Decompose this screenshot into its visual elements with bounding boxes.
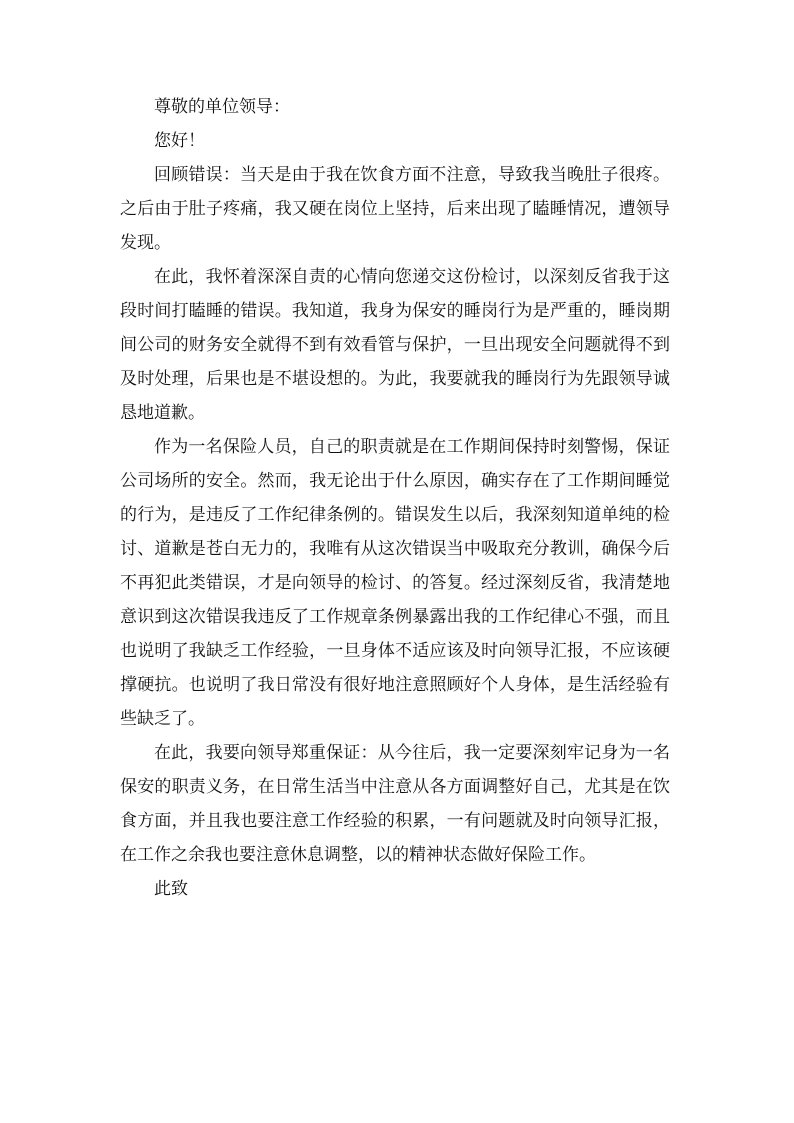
greeting: 您好！ [154, 131, 205, 151]
salutation: 尊敬的单位领导： [154, 97, 290, 117]
paragraph-reflection: 作为一名保险人员，自己的职责就是在工作期间保持时刻警惕，保证公司场所的安全。然而，我无论出于什么原因，确实存在了工作期间睡觉的行为，是违反了工作纪律条例的。错误发生以后，我深刻知道单纯的检讨、道歉是苍白无力的，我唯有从这次错误当中吸取充分教训，确保今后不再犯此类错误，才是向领导的检讨、的答复。经过深刻反省，我清楚地意识到这次错误我违反了工作规章条例暴露出我的工作纪律心不强，而且也说明了我缺乏工作经验，一旦身体不适应该及时向领导汇报，不应该硬撑硬抗。也说明了我日常没有很好地注意照顾好个人身体，是生活经验有些缺乏了。 [120, 437, 670, 729]
letter-body [120, 90, 670, 906]
closing: 此致 [154, 879, 188, 899]
paragraph-promise: 在此，我要向领导郑重保证：从今往后，我一定要深刻牢记身为一名保安的职责义务，在日常生活当中注意从各方面调整好自己，尤其是在饮食方面，并且我也要注意工作经验的积累，一有问题就及时向领导汇报，在工作之余我也要注意休息调整，以的精神状态做好保险工作。 [120, 743, 670, 865]
paragraph-review: 回顾错误：当天是由于我在饮食方面不注意，导致我当晚肚子很疼。之后由于肚子疼痛，我又硬在岗位上坚持，后来出现了瞌睡情况，遭领导发现。 [120, 165, 670, 253]
paragraph-apology: 在此，我怀着深深自责的心情向您递交这份检讨，以深刻反省我于这段时间打瞌睡的错误。我知道，我身为保安的睡岗行为是严重的，睡岗期间公司的财务安全就得不到有效看管与保护，一旦出现安全问题就得不到及时处理，后果也是不堪设想的。为此，我要就我的睡岗行为先跟领导诚恳地道歉。 [120, 267, 670, 423]
